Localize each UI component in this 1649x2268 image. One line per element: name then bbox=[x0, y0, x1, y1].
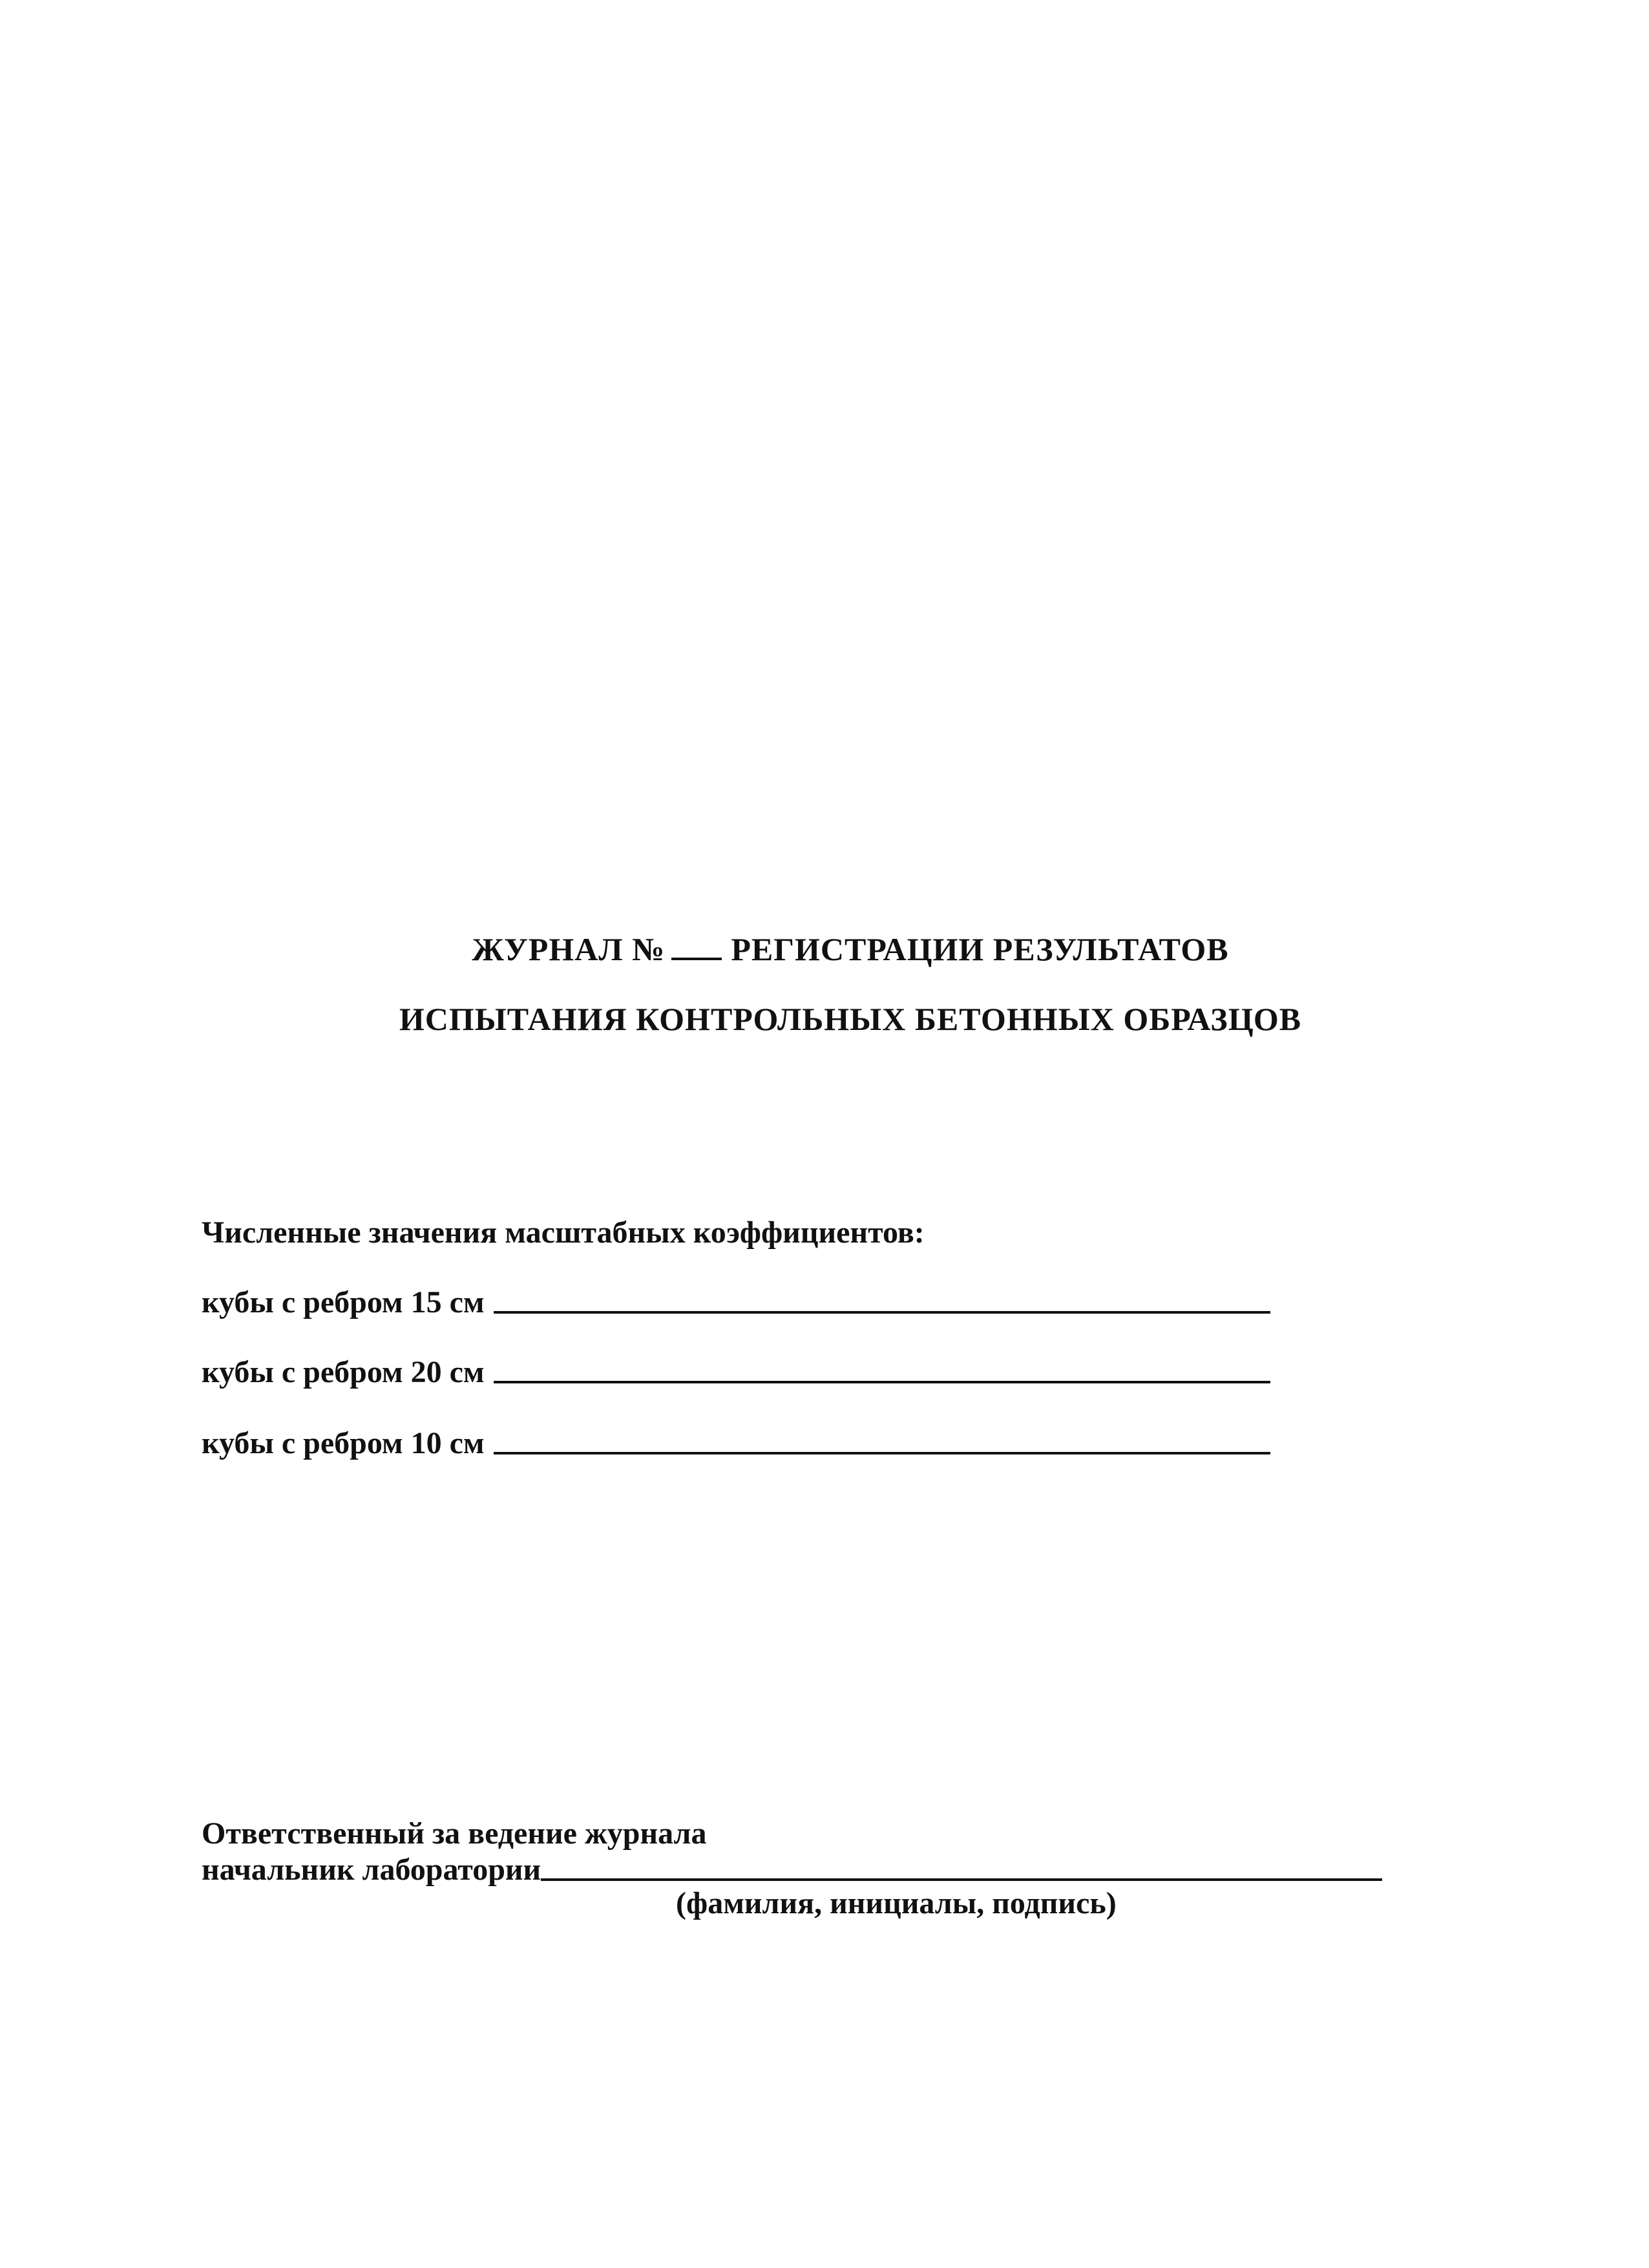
scale-factor-blank[interactable] bbox=[494, 1452, 1270, 1454]
journal-title bbox=[26, 930, 1649, 968]
scale-factor-blank[interactable] bbox=[494, 1381, 1270, 1383]
signature-caption: (фамилия, инициалы, подпись) bbox=[676, 1886, 1117, 1920]
scale-factor-row bbox=[202, 1354, 1270, 1390]
scale-factors-heading: Численные значения масштабных коэффициентов: bbox=[202, 1215, 925, 1250]
journal-number-blank[interactable] bbox=[671, 933, 722, 960]
journal-title-suffix: РЕГИСТРАЦИИ РЕЗУЛЬТАТОВ bbox=[731, 931, 1229, 967]
scale-factor-label: кубы с ребром 15 см bbox=[202, 1285, 485, 1319]
scale-factor-label: кубы с ребром 10 см bbox=[202, 1426, 485, 1460]
signature-row bbox=[202, 1852, 1382, 1887]
responsible-position: начальник лаборатории bbox=[202, 1853, 541, 1887]
scale-factor-blank[interactable] bbox=[494, 1311, 1270, 1314]
responsible-label: Ответственный за ведение журнала bbox=[202, 1816, 707, 1851]
scale-factor-label: кубы с ребром 20 см bbox=[202, 1355, 485, 1389]
journal-subtitle: ИСПЫТАНИЯ КОНТРОЛЬНЫХ БЕТОННЫХ ОБРАЗЦОВ bbox=[399, 1001, 1302, 1037]
journal-title-prefix: ЖУРНАЛ № bbox=[472, 931, 666, 967]
scale-factor-row bbox=[202, 1425, 1270, 1461]
scale-factor-row bbox=[202, 1285, 1270, 1320]
signature-blank[interactable] bbox=[541, 1878, 1382, 1881]
